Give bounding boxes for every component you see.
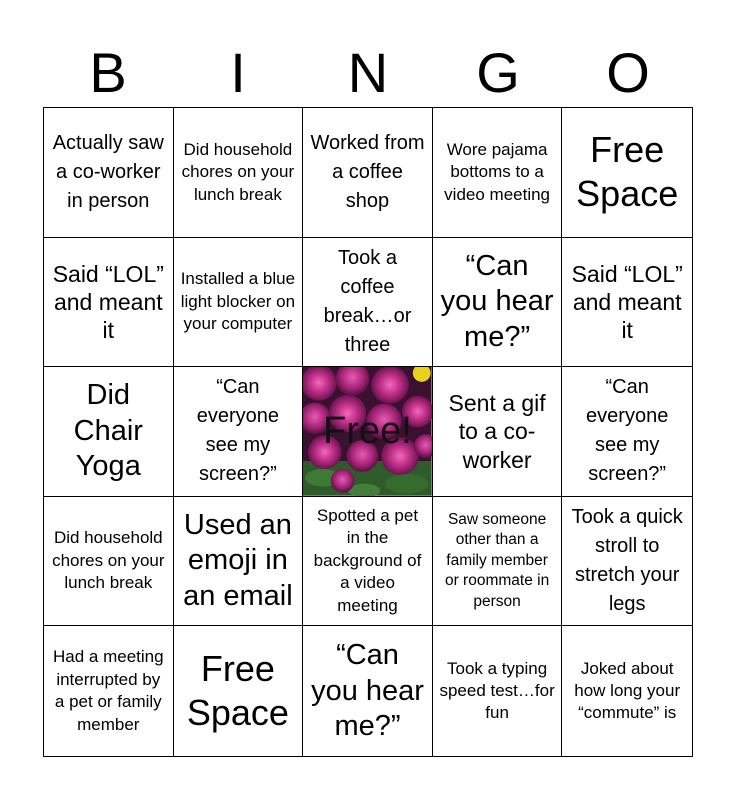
bingo-header (43, 40, 693, 106)
bingo-cell[interactable] (44, 497, 174, 627)
cell-text: “Can everyone see my screen?” (586, 376, 669, 486)
cell-text: Sent a gif to a co-worker (448, 390, 546, 473)
header-letter-o: O (606, 41, 650, 104)
cell-text: Free! (323, 409, 412, 452)
cell-text: Free Space (186, 648, 289, 734)
cell-text: Took a typing speed test…for fun (439, 658, 555, 723)
cell-text: Took a quick stroll to stretch your legs (571, 506, 683, 616)
header-letter-n: N (347, 41, 389, 104)
cell-text: Actually saw a co-worker in person (52, 131, 164, 212)
cell-text: Did household chores on your lunch break (181, 139, 295, 204)
bingo-cell[interactable] (433, 238, 563, 368)
cell-text: Worked from a coffee shop (310, 131, 425, 212)
bingo-cell[interactable] (433, 108, 563, 238)
bingo-cell[interactable] (174, 367, 304, 497)
bingo-cell[interactable] (303, 238, 433, 368)
bingo-cell-free-space[interactable] (562, 108, 692, 238)
cell-text: Did Chair Yoga (73, 379, 143, 483)
bingo-cell[interactable] (433, 367, 563, 497)
cell-text: Spotted a pet in the background of a video meeting (313, 506, 422, 615)
bingo-cell[interactable] (174, 108, 304, 238)
cell-text: Did household chores on your lunch break (52, 528, 165, 593)
cell-text: Said “LOL” and meant it (571, 260, 683, 343)
bingo-cell-free-space[interactable] (174, 626, 304, 756)
cell-text: “Can you hear me?” (440, 249, 554, 353)
cell-text: Joked about how long your “commute” is (574, 658, 681, 723)
bingo-cell[interactable] (433, 497, 563, 627)
cell-text: Had a meeting interrupted by a pet or family member (53, 647, 164, 734)
bingo-cell[interactable] (562, 367, 692, 497)
bingo-cell[interactable] (562, 626, 692, 756)
cell-text: “Can everyone see my screen?” (196, 376, 280, 486)
cell-text: Said “LOL” and meant it (52, 260, 164, 343)
header-letter-b: B (89, 41, 127, 104)
bingo-cell[interactable] (44, 238, 174, 368)
bingo-cell[interactable] (44, 108, 174, 238)
header-letter-i: I (230, 41, 246, 104)
header-letter-g: G (476, 41, 520, 104)
cell-text: “Can you hear me?” (311, 639, 424, 742)
cell-text: Wore pajama bottoms to a video meeting (444, 139, 551, 204)
bingo-cell[interactable] (303, 108, 433, 238)
bingo-cell[interactable] (433, 626, 563, 756)
bingo-cell-free-center[interactable] (303, 367, 433, 497)
bingo-cell[interactable] (44, 626, 174, 756)
bingo-cell[interactable] (303, 497, 433, 627)
bingo-cell[interactable] (174, 238, 304, 368)
bingo-cell[interactable] (174, 497, 304, 627)
bingo-cell[interactable] (44, 367, 174, 497)
cell-text: Saw someone other than a family member or roommate in person (444, 510, 550, 610)
cell-text: Took a coffee break…or three (323, 246, 412, 356)
cell-text: Free Space (576, 129, 679, 215)
cell-text: Used an emoji in an email (183, 509, 293, 612)
bingo-cell[interactable] (303, 626, 433, 756)
bingo-cell[interactable] (562, 497, 692, 627)
cell-text: Installed a blue light blocker on your computer (180, 269, 296, 334)
bingo-cell[interactable] (562, 238, 692, 368)
bingo-board (43, 107, 693, 757)
